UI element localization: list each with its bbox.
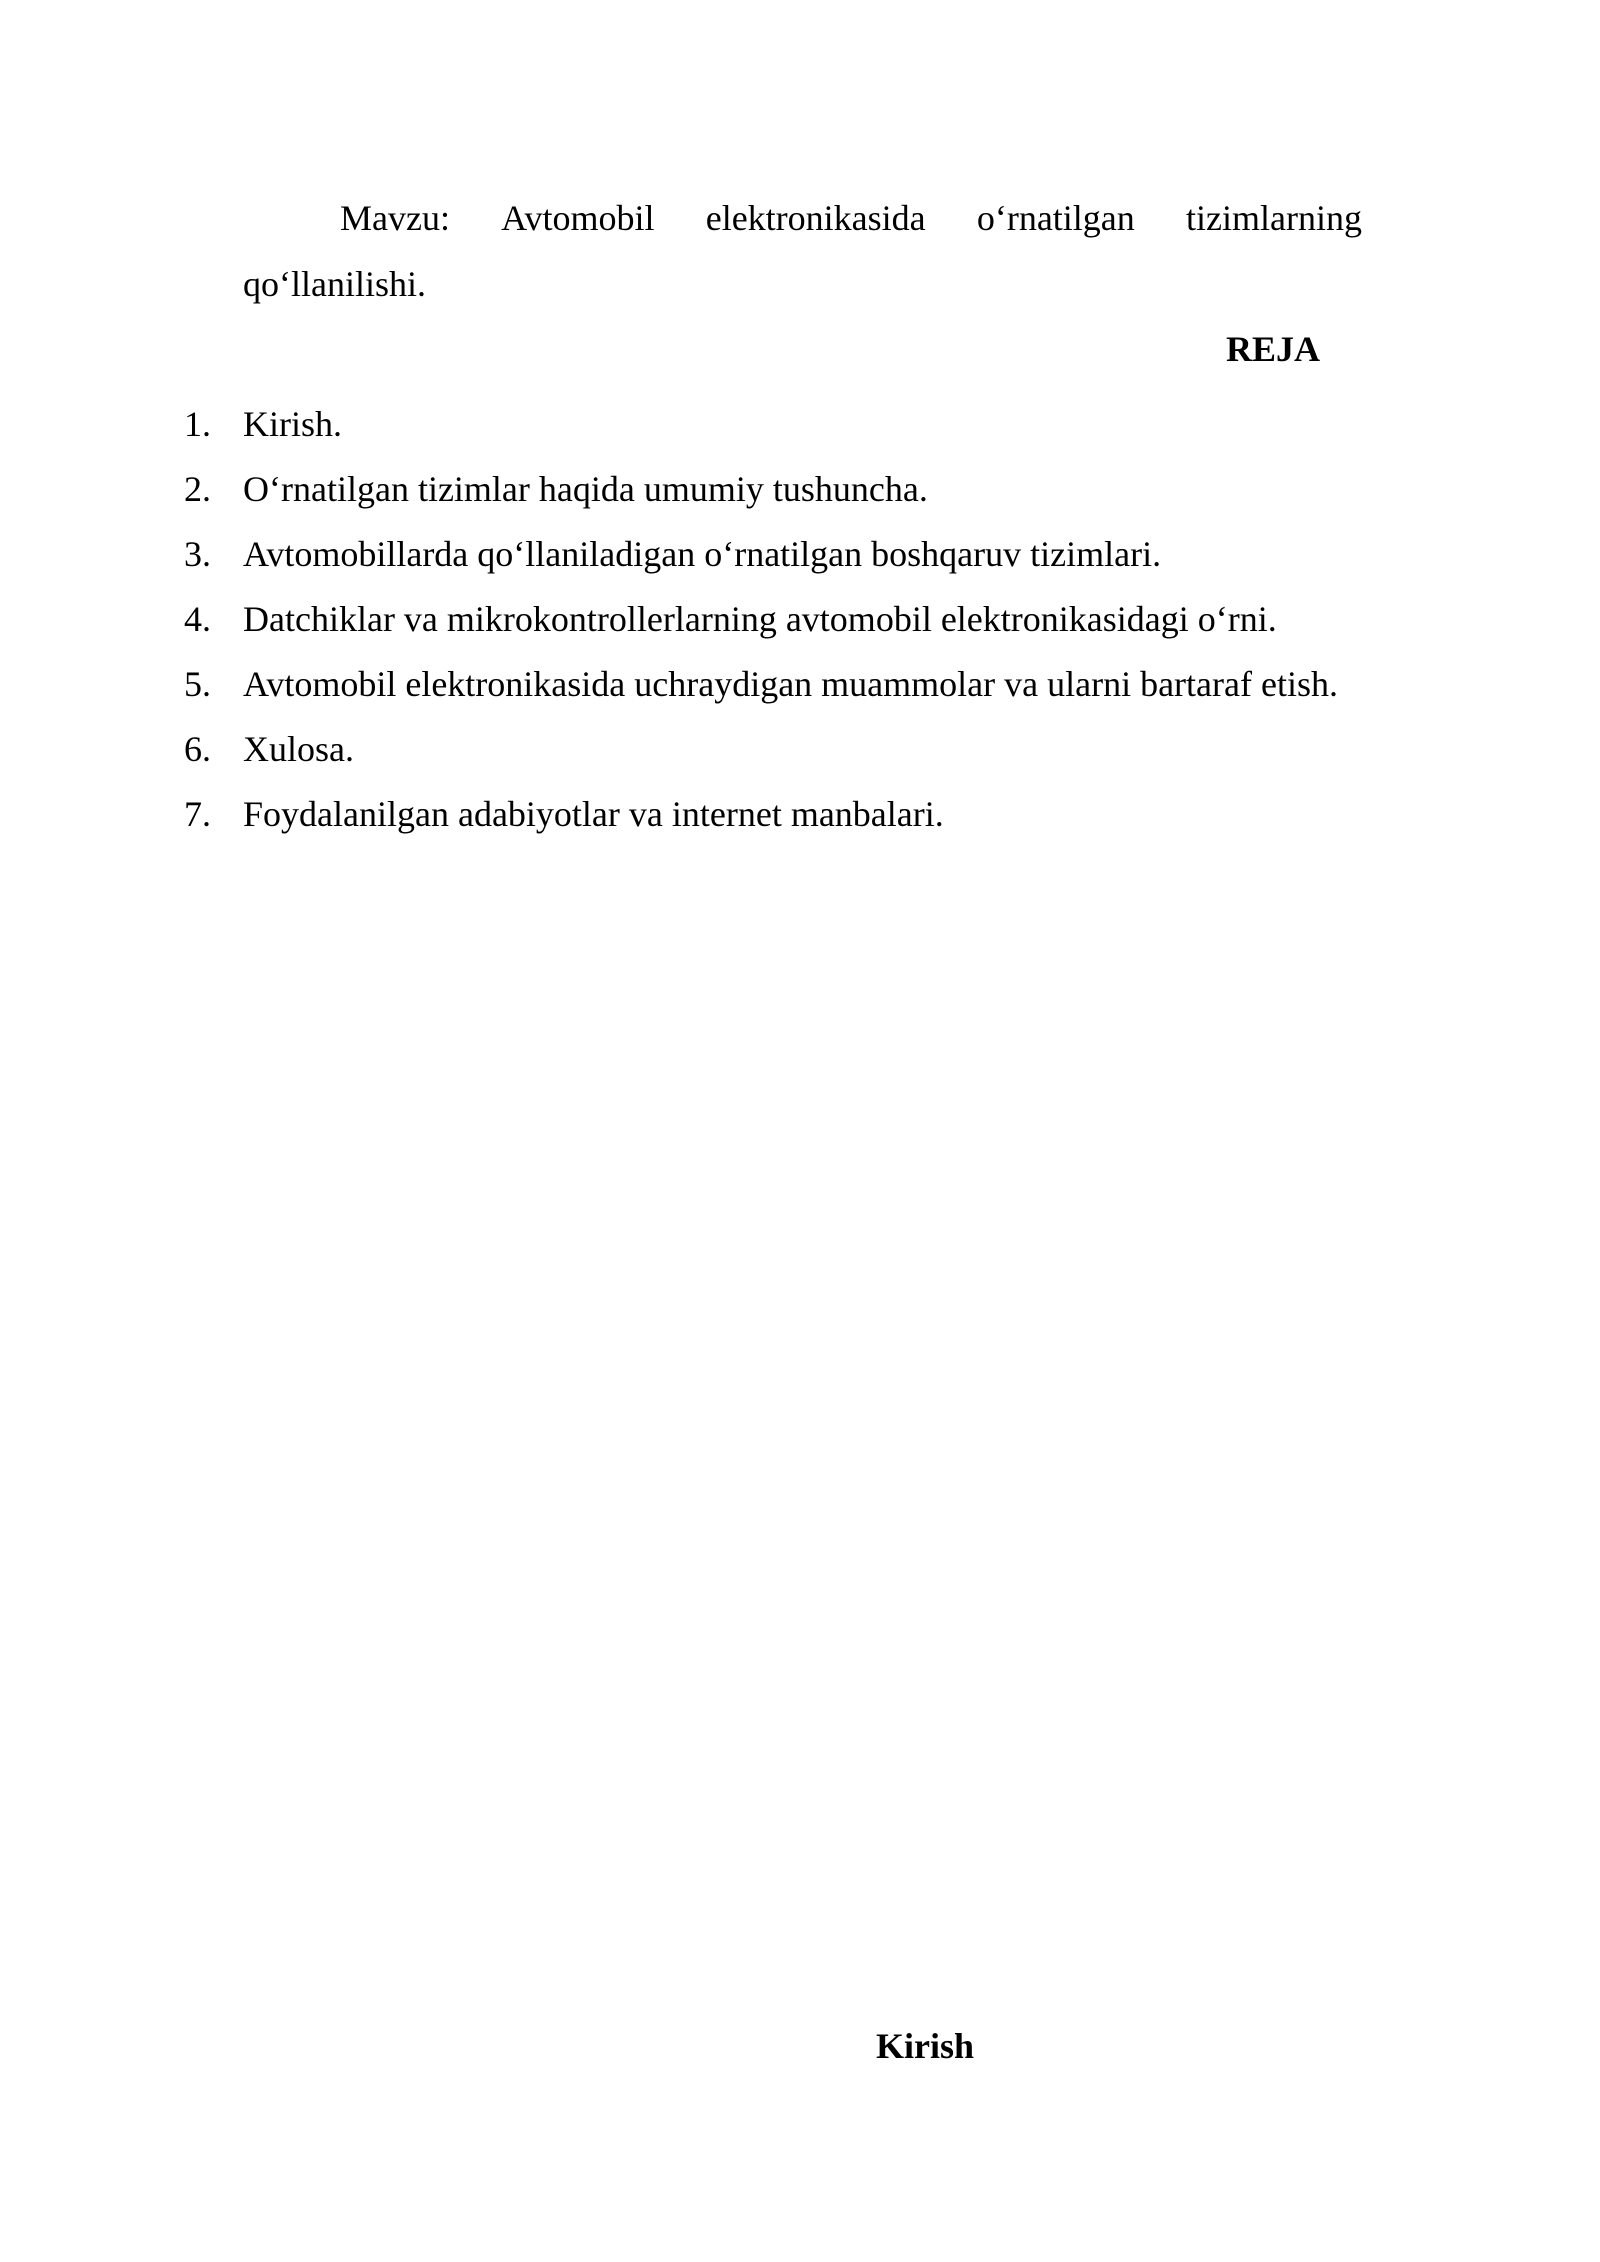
plan-item-number: 6. bbox=[184, 729, 211, 769]
plan-item-number: 5. bbox=[184, 664, 211, 704]
plan-item bbox=[0, 587, 1600, 652]
plan-list bbox=[0, 392, 1600, 847]
plan-item bbox=[0, 522, 1600, 587]
topic-label: Mavzu: bbox=[340, 198, 450, 238]
plan-item-number: 7. bbox=[184, 794, 211, 834]
plan-item-text: Datchiklar va mikrokontrollerlarning avtomobil elektronikasidagi o‘rni. bbox=[243, 599, 1277, 639]
plan-heading: REJA bbox=[1225, 329, 1320, 369]
plan-item bbox=[0, 457, 1600, 522]
topic-continuation: qo‘llanilishi. bbox=[243, 264, 426, 304]
plan-item-number: 3. bbox=[184, 534, 211, 574]
plan-item bbox=[0, 717, 1600, 782]
intro-heading: Kirish bbox=[876, 2026, 975, 2066]
plan-item-text: Kirish. bbox=[243, 404, 342, 444]
plan-item-text: Avtomobil elektronikasida uchraydigan muammolar va ularni bartaraf etish. bbox=[243, 664, 1338, 704]
topic-word: Avtomobil bbox=[501, 198, 655, 238]
plan-item bbox=[0, 652, 1600, 717]
plan-item bbox=[0, 392, 1600, 457]
topic-word: elektronikasida bbox=[705, 198, 926, 238]
plan-item-text: Avtomobillarda qo‘llaniladigan o‘rnatilgan boshqaruv tizimlari. bbox=[243, 534, 1162, 574]
plan-item-text: Foydalanilgan adabiyotlar va internet manbalari. bbox=[243, 794, 944, 834]
plan-item-text: Xulosa. bbox=[243, 729, 354, 769]
topic-word: tizimlarning bbox=[1186, 198, 1362, 238]
plan-item-text: O‘rnatilgan tizimlar haqida umumiy tushuncha. bbox=[243, 469, 928, 509]
topic-word: o‘rnatilgan bbox=[976, 198, 1135, 238]
plan-item bbox=[0, 782, 1600, 847]
plan-item-number: 4. bbox=[184, 599, 211, 639]
topic-line bbox=[340, 196, 1362, 240]
plan-item-number: 1. bbox=[184, 404, 211, 444]
plan-item-number: 2. bbox=[184, 469, 211, 509]
